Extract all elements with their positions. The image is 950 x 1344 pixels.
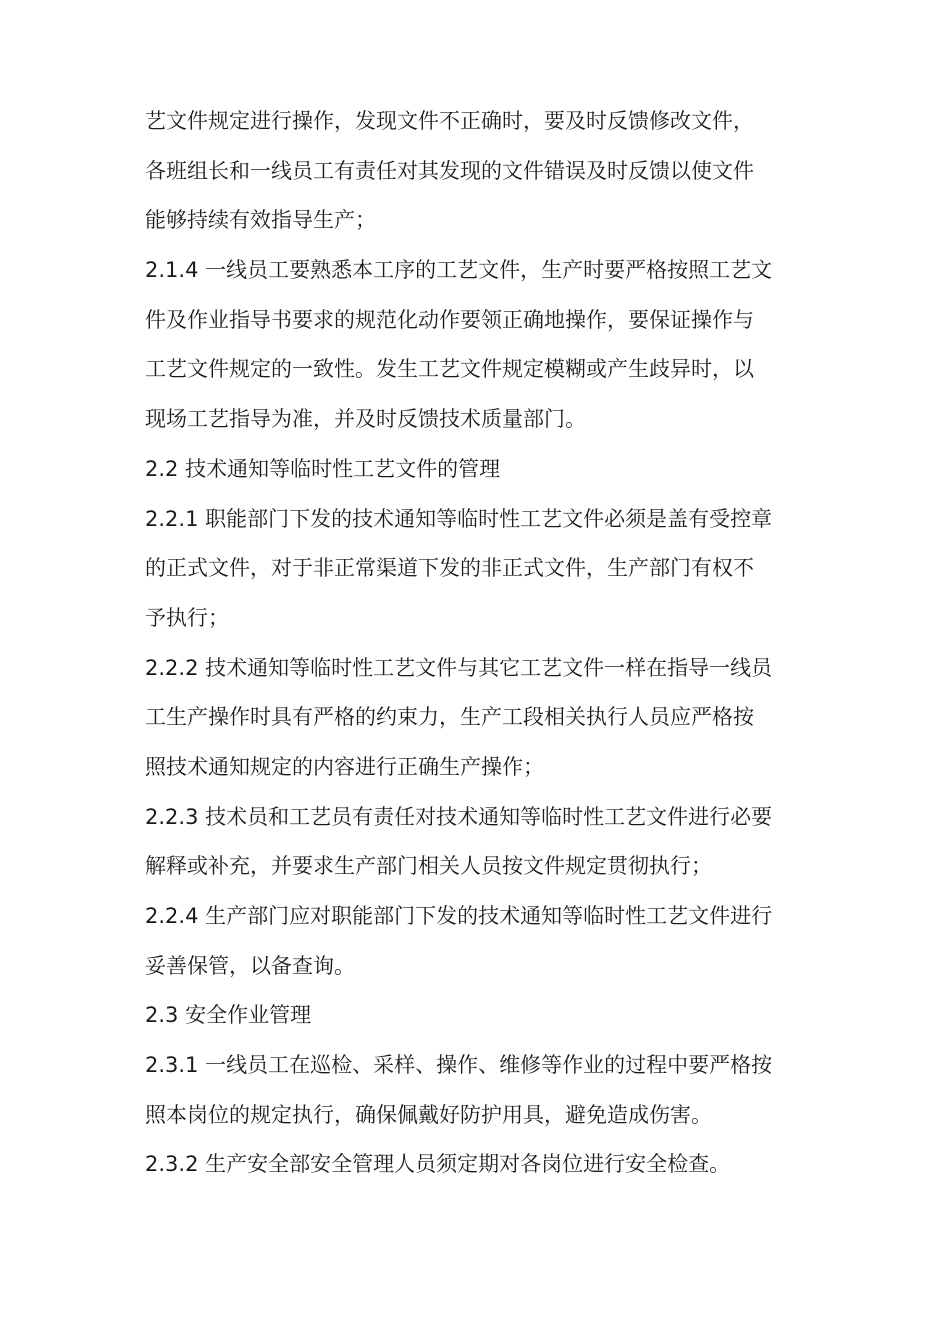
text-line: 予执行； [145,605,229,630]
text-line: 照技术通知规定的内容进行正确生产操作； [145,754,544,779]
section-2-2-4-line: 2.2.4 生产部门应对职能部门下发的技术通知等临时性工艺文件进行 [145,904,773,928]
document-body [145,97,810,1190]
section-2-2-3-line: 2.2.3 技术员和工艺员有责任对技术通知等临时性工艺文件进行必要 [145,804,773,829]
section-2-2-heading: 2.2 技术通知等临时性工艺文件的管理 [145,456,501,481]
text-line: 现场工艺指导为准，并及时反馈技术质量部门。 [145,407,586,432]
text-line: 工生产操作时具有严格的约束力，生产工段相关执行人员应严格按 [145,705,754,730]
section-2-2-1-line: 2.2.1 职能部门下发的技术通知等临时性工艺文件必须是盖有受控章 [145,506,773,531]
text-line: 的正式文件，对于非正常渠道下发的非正式文件，生产部门有权不 [145,556,754,581]
section-2-3-2-line: 2.3.2 生产安全部安全管理人员须定期对各岗位进行安全检查。 [145,1152,731,1177]
text-line: 照本岗位的规定执行，确保佩戴好防护用具，避免造成伤害。 [145,1102,712,1127]
section-2-1-4-line: 2.1.4 一线员工要熟悉本工序的工艺文件，生产时要严格按照工艺文 [145,258,773,283]
text-line: 能够持续有效指导生产； [145,208,376,233]
text-line: 艺文件规定进行操作，发现文件不正确时，要及时反馈修改文件， [145,109,754,133]
text-line: 妥善保管，以备查询。 [145,953,355,978]
section-2-2-2-line: 2.2.2 技术通知等临时性工艺文件与其它工艺文件一样在指导一线员 [145,655,773,680]
text-line: 工艺文件规定的一致性。发生工艺文件规定模糊或产生歧异时，以 [145,357,754,382]
text-line: 件及作业指导书要求的规范化动作要领正确地操作，要保证操作与 [145,307,754,332]
text-line: 各班组长和一线员工有责任对其发现的文件错误及时反馈以使文件 [145,158,754,183]
section-2-3-heading: 2.3 安全作业管理 [145,1003,312,1028]
section-2-3-1-line: 2.3.1 一线员工在巡检、采样、操作、维修等作业的过程中要严格按 [145,1053,773,1078]
text-line: 解释或补充，并要求生产部门相关人员按文件规定贯彻执行； [145,854,712,879]
